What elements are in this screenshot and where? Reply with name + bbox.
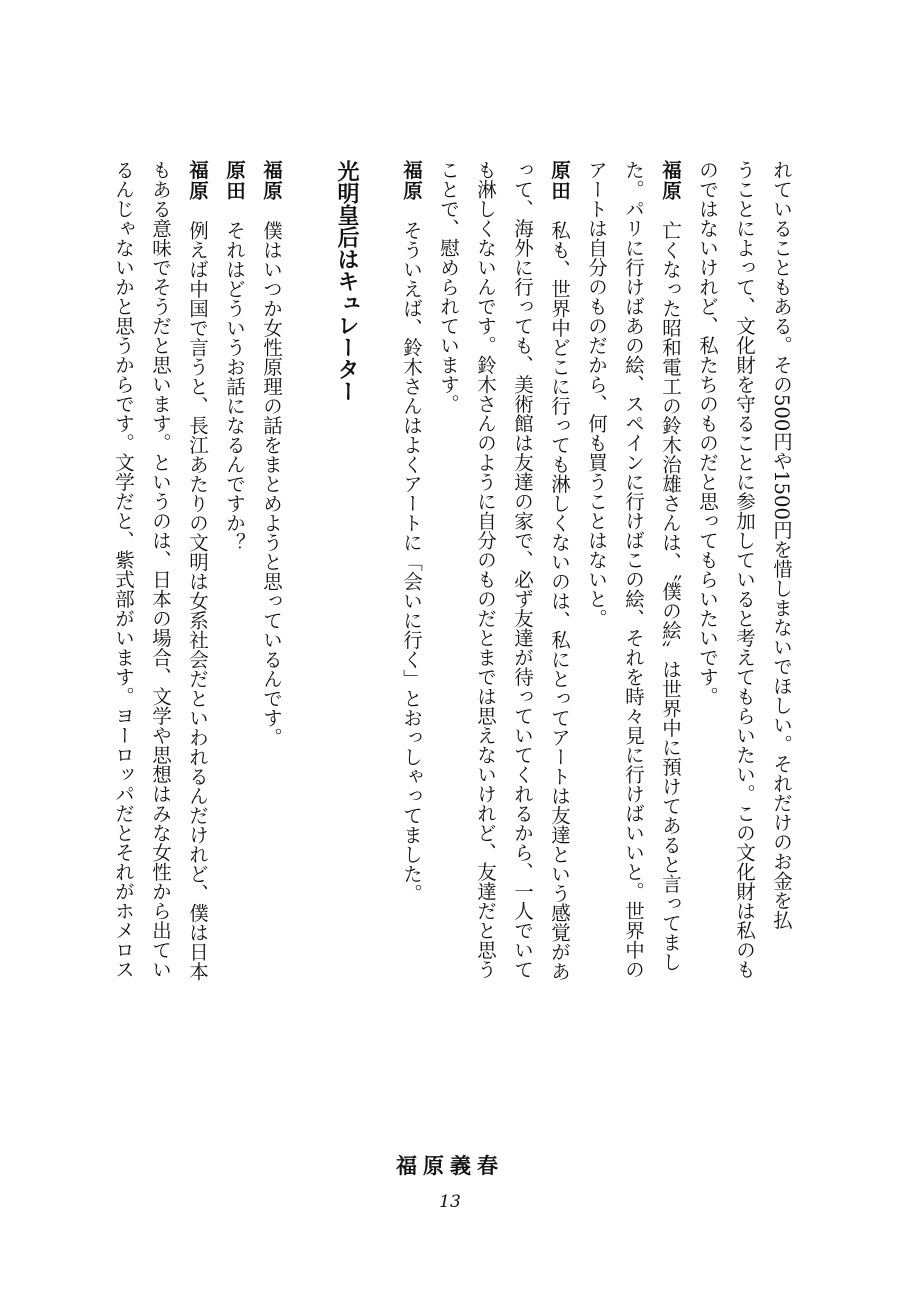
line-text: も淋しくないんです。鈴木さんのように自分のものだとまでは思えないけれど、友達だと思う [474, 160, 497, 979]
speaker-label: 福原 [400, 160, 423, 201]
dialogue-part-2 [105, 160, 290, 1100]
line-text: れていることもある。その500円や1500円を惜しまないでほしい。それだけのお金を払 [770, 160, 793, 930]
line-text: 例えば中国で言うと、長江あたりの文明は女系社会だといわれるんだけれど、僕は日本 [186, 220, 209, 981]
text-line [652, 160, 689, 1100]
text-line [179, 160, 216, 1100]
line-text: アートは自分のものだから、何も買うことはないと。 [585, 160, 608, 628]
speaker-label: 福原 [260, 160, 283, 201]
line-text: って、海外に行っても、美術館は友達の家で、必ず友達が待っていてくれるから、一人でいて [511, 160, 534, 979]
speaker-label: 原田 [548, 160, 571, 201]
page-number: 13 [439, 1192, 461, 1212]
speaker-label: 福原 [186, 160, 209, 201]
text-line [578, 160, 615, 1100]
line-text: そういえば、鈴木さんはよくアートに「会いに行く」とおっしゃってました。 [400, 220, 423, 903]
line-text: 僕はいつか女性原理の話をまとめようと思っているんです。 [260, 220, 283, 747]
text-line [615, 160, 652, 1100]
vertical-text-body [100, 160, 800, 1100]
line-text: た。パリに行けばあの絵、スペインに行けばこの絵、それを時々見に行けばいいと。世界中の [622, 160, 645, 979]
running-title: 福原義春 [396, 1154, 504, 1178]
text-line [430, 160, 467, 1100]
text-line [726, 160, 763, 1100]
line-text: のではないけれど、私たちのものだと思ってもらいたいです。 [696, 160, 719, 706]
text-line [467, 160, 504, 1100]
line-text: 亡くなった昭和電工の鈴木治雄さんは、〝僕の絵〟は世界中に預けてあると言ってまし [659, 220, 682, 972]
dialogue-part-1 [393, 160, 800, 1100]
line-text: うことによって、文化財を守ることに参加していると考えてもらいたい。この文化財は私のも [733, 160, 756, 979]
text-line [763, 160, 800, 1100]
text-line [216, 160, 253, 1100]
text-line [142, 160, 179, 1100]
text-line [253, 160, 290, 1100]
section-heading: 光明皇后はキュレーター [334, 160, 359, 402]
line-text: 私も、世界中どこに行っても淋しくないのは、私にとってアートは友達という感覚があ [548, 220, 571, 981]
line-text: もある意味でそうだと思います。というのは、日本の場合、文学や思想はみな女性から出てい [149, 160, 172, 979]
text-line [105, 160, 142, 1100]
text-line [504, 160, 541, 1100]
line-text: ことで、慰められています。 [437, 160, 460, 414]
text-line [689, 160, 726, 1100]
line-text: るんじゃないかと思うからです。文学だと、紫式部がいます。ヨーロッパだとそれがホメロス [112, 160, 135, 979]
text-line [541, 160, 578, 1100]
line-text: それはどういうお話になるんですか？ [223, 220, 246, 552]
speaker-label: 福原 [659, 160, 682, 201]
speaker-label: 原田 [223, 160, 246, 201]
text-line [393, 160, 430, 1100]
